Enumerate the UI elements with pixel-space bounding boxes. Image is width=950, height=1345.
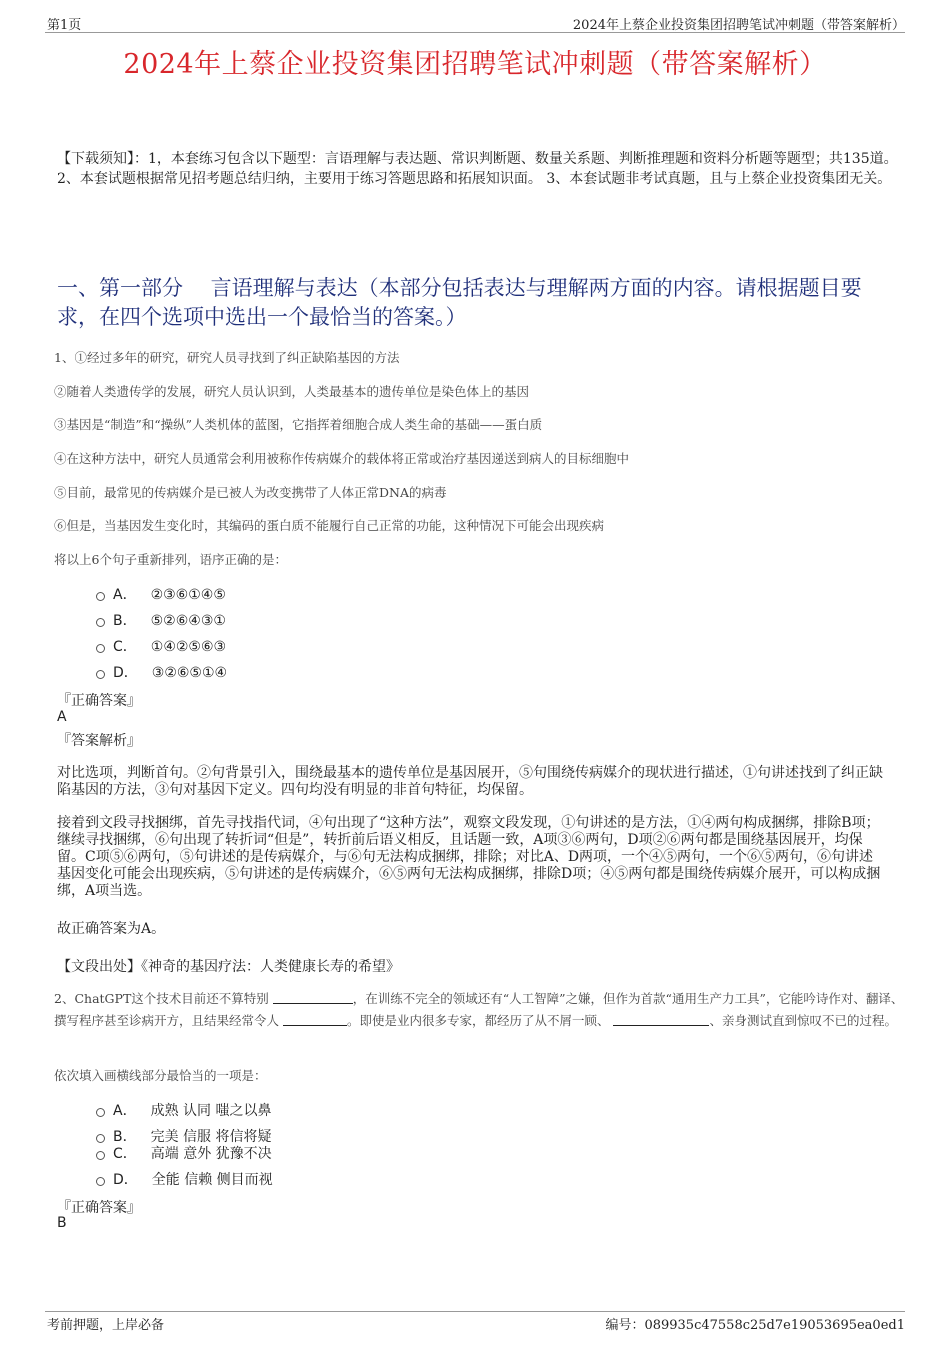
q2-answer-label: 『正确答案』 <box>57 1200 141 1216</box>
q2-stem <box>54 988 904 1032</box>
q2-prompt: 依次填入画横线部分最恰当的一项是： <box>54 1068 267 1083</box>
q1-option-a[interactable] <box>96 584 226 604</box>
radio-icon[interactable] <box>96 1177 105 1186</box>
radio-icon[interactable] <box>96 592 105 601</box>
option-text: ①④②⑤⑥③ <box>150 639 227 655</box>
q1-sentence-2: ②随着人类遗传学的发展，研究人员认识到，人类最基本的遗传单位是染色体上的基因 <box>54 384 530 399</box>
q1-option-c[interactable] <box>96 636 226 656</box>
header-divider <box>45 32 905 33</box>
option-key: C． <box>113 639 137 655</box>
option-key: A． <box>113 587 137 603</box>
q1-option-b[interactable] <box>96 610 226 630</box>
blank-2[interactable] <box>283 1013 347 1026</box>
q2-text-3: 。即使是业内很多专家，都经历了从不屑一顾、 <box>346 1013 614 1028</box>
q1-option-d[interactable] <box>96 662 227 682</box>
q2-option-c[interactable] <box>96 1143 272 1163</box>
q2-answer: B <box>57 1215 67 1231</box>
radio-icon[interactable] <box>96 1151 105 1160</box>
blank-3[interactable] <box>613 1013 709 1026</box>
radio-icon[interactable] <box>96 618 105 627</box>
option-text: ③②⑥⑤①④ <box>151 665 228 681</box>
radio-icon[interactable] <box>96 644 105 653</box>
q1-analysis-para-2: 接着到文段寻找捆绑，首先寻找指代词，④句出现了“这种方法”，观察文段发现，①句讲述的是方法，①④两句构成捆绑，排除B项；继续寻找捆绑，⑥句出现了转折词“但是”，转折前后语义相反，且话题一致，A项③⑥两句，D项②⑥两句都是围绕基因展开，均保留。C项⑤⑥两句，⑤句讲述的是传病媒介，与⑥句无法构成捆绑，排除；对比A、D两项，一个④⑤两句，一个⑥⑤两句，⑥句讲述基因变化可能会出现疾病，⑤句讲述的是传病媒介，⑥⑤两句无法构成捆绑，排除D项；④⑤两句都是围绕传病媒介展开，可以构成捆绑，A项当选。 <box>57 815 881 899</box>
option-text: 全能 信赖 侧目而视 <box>151 1172 273 1188</box>
option-text: ②③⑥①④⑤ <box>150 587 226 603</box>
footer-serial: 编号：089935c47558c25d7e19053695ea0ed1 <box>605 1318 905 1333</box>
option-text: ⑤②⑥④③① <box>150 613 226 629</box>
section-heading: 一、第一部分 言语理解与表达（本部分包括表达与理解两方面的内容。请根据题目要求，在四个选项中选出一个最恰当的答案。） <box>57 276 862 329</box>
document-title: 2024年上蔡企业投资集团招聘笔试冲刺题（带答案解析） <box>123 49 827 80</box>
radio-icon[interactable] <box>96 1134 105 1143</box>
q1-answer: A <box>57 709 67 725</box>
q1-analysis-para-3: 故正确答案为A。 <box>57 921 166 937</box>
option-key: B． <box>113 1129 137 1145</box>
option-key: B． <box>113 613 137 629</box>
download-notice: 【下载须知】：1，本套练习包含以下题型：言语理解与表达题、常识判断题、数量关系题、判断推理题和资料分析题等题型；共135道。 2、本套试题根据常见招考题总结归纳，主要用于练习答题思路和拓展知识面。 3、本套试题非考试真题，且与上蔡企业投资集团无关。 <box>57 151 898 187</box>
radio-icon[interactable] <box>96 1108 105 1117</box>
q1-analysis-label: 『答案解析』 <box>57 733 141 749</box>
option-text: 高端 意外 犹豫不决 <box>150 1146 272 1162</box>
q2-text-2: ，在训练不完全的领域还有“人工智障”之嫌，但作为首款“通用生产力工具”，它能吟诗作对、翻译、撰写程序甚至诊病开方，且结果经常令人 <box>54 991 904 1028</box>
q2-text-1: 2、ChatGPT这个技术目前还不算特别 <box>54 991 273 1006</box>
q2-option-a[interactable] <box>96 1100 271 1120</box>
page-number: 第1页 <box>47 18 82 33</box>
q2-option-d[interactable] <box>96 1169 273 1189</box>
q1-prompt: 将以上6个句子重新排列，语序正确的是： <box>54 552 287 567</box>
q1-sentence-1: 1、①经过多年的研究，研究人员寻找到了纠正缺陷基因的方法 <box>54 350 400 365</box>
q1-source: 【文段出处】《神奇的基因疗法：人类健康长寿的希望》 <box>57 959 400 975</box>
option-key: A． <box>113 1103 137 1119</box>
footer-slogan: 考前押题，上岸必备 <box>47 1318 165 1333</box>
q1-analysis-para-1: 对比选项，判断首句。②句背景引入，围绕最基本的遗传单位是基因展开，⑤句围绕传病媒介的现状进行描述，①句讲述找到了纠正缺陷基因的方法，③句对基因下定义。四句均没有明显的非首句特征，均保留。 <box>57 765 883 798</box>
option-text: 完美 信服 将信将疑 <box>150 1129 272 1145</box>
q1-answer-label: 『正确答案』 <box>57 693 141 709</box>
option-text: 成熟 认同 嗤之以鼻 <box>150 1103 272 1119</box>
q1-sentence-6: ⑥但是，当基因发生变化时，其编码的蛋白质不能履行自己正常的功能，这种情况下可能会出现疾病 <box>54 518 605 533</box>
radio-icon[interactable] <box>96 670 105 679</box>
q2-text-4: 、亲身测试直到惊叹不已的过程。 <box>709 1013 897 1028</box>
option-key: D． <box>113 1172 138 1188</box>
footer-divider <box>45 1311 905 1312</box>
blank-1[interactable] <box>273 991 353 1004</box>
q1-sentence-5: ⑤目前，最常见的传病媒介是已被人为改变携带了人体正常DNA的病毒 <box>54 485 447 500</box>
q1-sentence-4: ④在这种方法中，研究人员通常会利用被称作传病媒介的载体将正常或治疗基因递送到病人的目标细胞中 <box>54 451 630 466</box>
option-key: D． <box>113 665 138 681</box>
header-doc-title: 2024年上蔡企业投资集团招聘笔试冲刺题（带答案解析） <box>572 18 905 33</box>
option-key: C． <box>113 1146 137 1162</box>
q1-sentence-3: ③基因是“制造”和“操纵”人类机体的蓝图，它指挥着细胞合成人类生命的基础——蛋白质 <box>54 417 543 432</box>
